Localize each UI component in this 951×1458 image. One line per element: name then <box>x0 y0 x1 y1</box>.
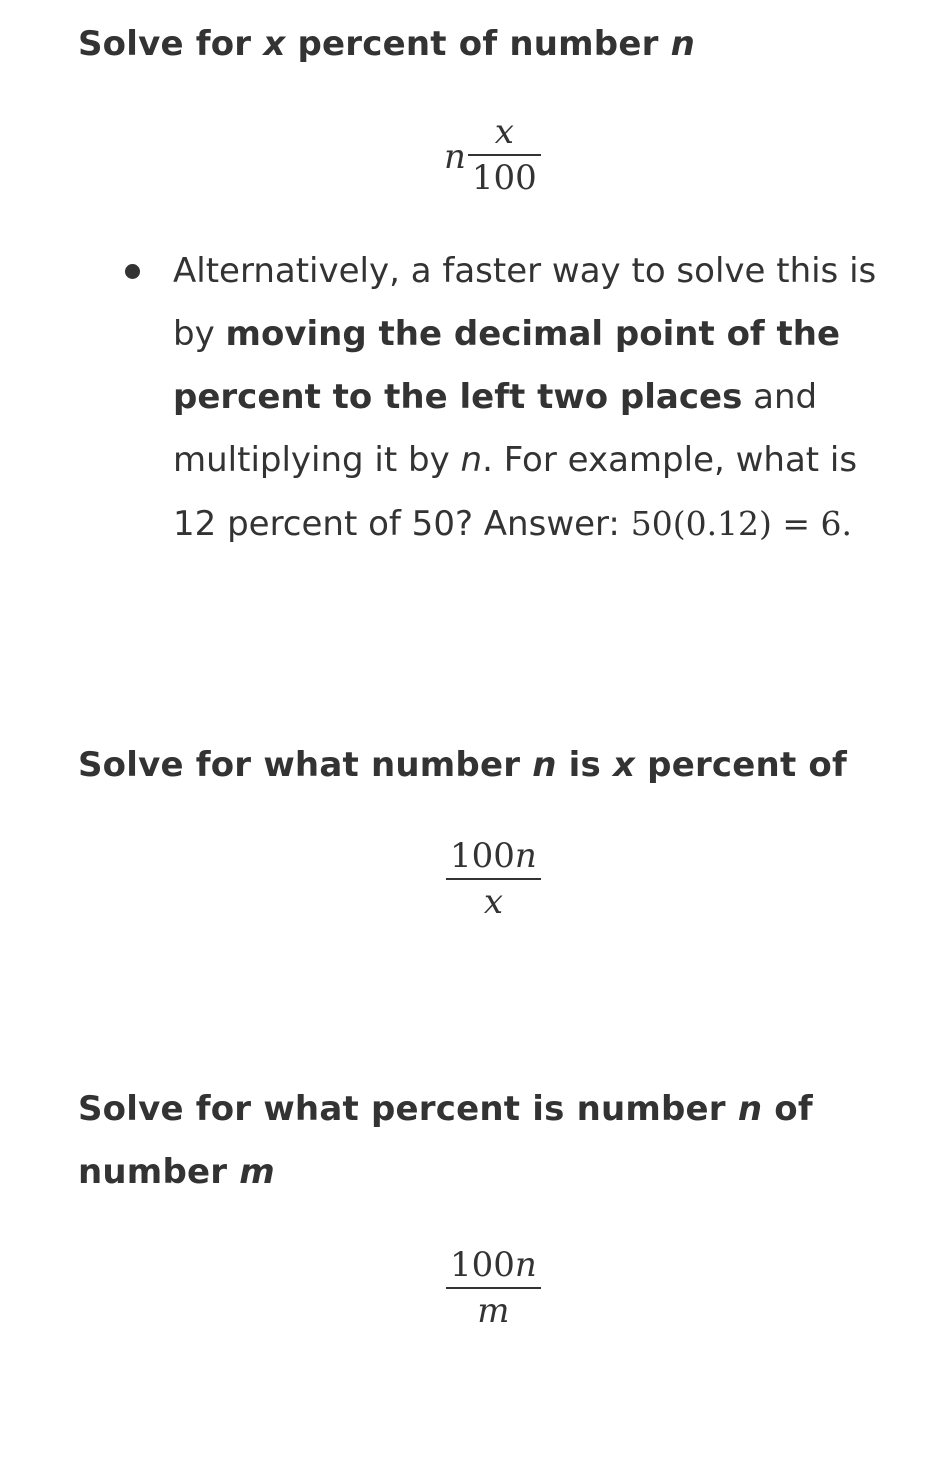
heading-variable: n <box>532 745 557 785</box>
heading-text: Solve for what number <box>78 745 533 785</box>
heading-variable: x <box>612 745 636 785</box>
formula-fraction <box>446 1243 541 1333</box>
section-heading-number-is-percent-of <box>78 734 938 797</box>
tip-variable: n <box>460 440 483 480</box>
heading-variable: n <box>670 24 696 64</box>
fraction-numerator: 100n <box>450 836 537 876</box>
formula-what-percent <box>446 1243 541 1333</box>
fraction-denominator: x <box>483 882 503 922</box>
fraction-denominator: m <box>477 1291 510 1331</box>
formula-fraction <box>468 110 541 200</box>
formula-lead-variable: n <box>444 137 466 177</box>
tip-list-item <box>0 240 903 556</box>
formula-number-is-percent-of <box>446 834 541 924</box>
formula-fraction <box>446 834 541 924</box>
heading-text: Solve for what percent is number <box>78 1089 738 1129</box>
heading-text: Solve for <box>78 24 264 64</box>
tip-text: and multiplying it by <box>173 377 818 480</box>
heading-text: of number <box>78 1089 813 1192</box>
heading-text: is <box>556 745 613 785</box>
tip-list <box>0 240 903 556</box>
heading-variable: m <box>239 1152 275 1192</box>
tip-answer-math: 50(0.12) = 6 <box>630 504 842 543</box>
formula-percent-of-number <box>444 110 541 200</box>
tip-text: Alternatively, a faster way to solve this is by <box>173 251 877 354</box>
heading-variable: n <box>737 1089 763 1129</box>
fraction-numerator: x <box>494 112 514 152</box>
fraction-numerator: 100n <box>450 1245 537 1285</box>
heading-text: percent of number <box>285 24 671 64</box>
tip-text: . For example, what is 12 percent of 50? Answer: <box>173 440 858 544</box>
section-heading-what-percent <box>78 1078 838 1204</box>
bullet-dot-icon <box>125 264 140 279</box>
heading-text: percent of <box>635 745 847 785</box>
heading-variable: x <box>263 24 286 64</box>
tip-answer-period: . <box>841 504 853 543</box>
tip-bold-text: moving the decimal point of the percent to the left two places <box>173 314 841 417</box>
fraction-denominator: 100 <box>471 158 537 198</box>
section-heading-percent-of-number <box>78 13 938 76</box>
